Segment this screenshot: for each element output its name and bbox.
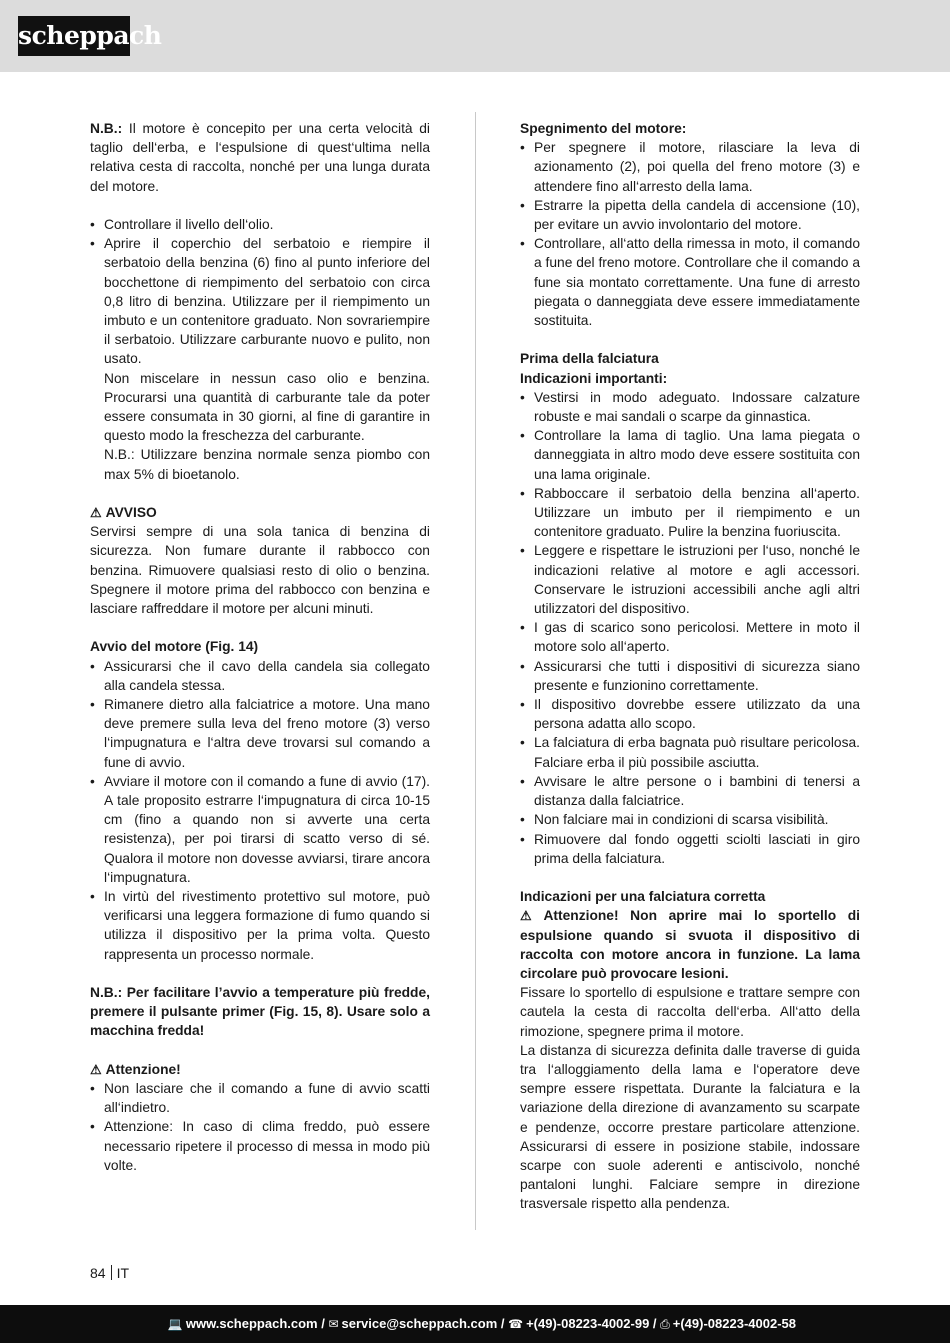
fuel-note: N.B.: Utilizzare benzina normale senza piombo con max 5% di bioetanolo. bbox=[104, 447, 430, 482]
page-footer bbox=[0, 1305, 950, 1343]
nb-paragraph bbox=[90, 119, 430, 196]
footer-email: service@scheppach.com / bbox=[341, 1316, 505, 1331]
list-item: • Controllare la lama di taglio. Una lama piegata o danneggiata in altro modo deve essere sostituita con una lama originale. bbox=[520, 426, 860, 484]
body-paragraph: La distanza di sicurezza definita dalle traverse di guida tra l‘alloggiamento della lama e l‘operatore deve sempre essere rispettata. Durante la falciatura e la variazione della direzione di avanzamento su scarpate e pendenze, occorre prestare particolare attenzione. Assicurarsi di essere in posizione stabile, indossare scarpe con suole aderenti e antiscivolo, nonché pantaloni lunghi. Falciare sempre in direzione trasversale rispetto alla pendenza. bbox=[520, 1042, 860, 1212]
list-item: • Controllare il livello dell‘olio. bbox=[90, 215, 430, 234]
stop-list bbox=[520, 138, 860, 330]
fax-icon: ⎙ bbox=[660, 1317, 670, 1331]
list-item: • I gas di scarico sono pericolosi. Mettere in moto il motore solo all‘aperto. bbox=[520, 618, 860, 656]
list-item: • Avvisare le altre persone o i bambini di tenersi a distanza dalla falciatrice. bbox=[520, 772, 860, 810]
right-column bbox=[520, 119, 860, 1214]
warning-icon: ⚠ bbox=[90, 505, 102, 521]
warning-icon: ⚠ bbox=[520, 908, 540, 924]
safety-list bbox=[520, 388, 860, 868]
list-item: • Avviare il motore con il comando a fune di avvio (17). A tale proposito estrarre l‘impugnatura di circa 10-15 cm (fino a quando non si avverte una certa resistenza), per poi tirarsi di scatto verso di sé. Qualora il motore non dovesse avviarsi, tirare ancora l‘impugnatura. bbox=[90, 772, 430, 887]
section-subheading: Indicazioni importanti: bbox=[520, 370, 668, 386]
footer-web: www.scheppach.com / bbox=[185, 1316, 325, 1331]
phone-icon: ☎ bbox=[508, 1317, 524, 1331]
footer-phone: +(49)-08223-4002-99 / bbox=[526, 1316, 657, 1331]
list-item: • Rabboccare il serbatoio della benzina all‘aperto. Utilizzare un imbuto per il riempimento e un contenitore graduato. Pulire la benzina fuoriuscita. bbox=[520, 484, 860, 542]
list-item: • Aprire il coperchio del serbatoio e riempire il serbatoio della benzina (6) fino al punto inferiore del bocchettone di riempimento del serbatoio con circa 0,8 litro di benzina. Utilizzare per il riempimento un imbuto e un contenitore graduato. Non sovrariempire il serbatoio. Utilizzare carburante nuovo e pulito, non usato. bbox=[90, 234, 430, 368]
section-heading: Avvio del motore (Fig. 14) bbox=[90, 639, 259, 655]
body-paragraph: Fissare lo sportello di espulsione e trattare sempre con cautela la cesta di raccolta dell‘erba. All‘atto della rimozione, spegnere prima il motore. bbox=[520, 985, 860, 1039]
scheppach-logo: scheppach bbox=[18, 16, 130, 56]
computer-icon: 💻 bbox=[167, 1317, 183, 1331]
list-item: • La falciatura di erba bagnata può risultare pericolosa. Falciare erba il più possibile asciutta. bbox=[520, 733, 860, 771]
avviso-heading: ⚠ AVVISO bbox=[90, 505, 157, 521]
section-heading: Prima della falciatura bbox=[520, 351, 659, 367]
section-heading: Spegnimento del motore: bbox=[520, 121, 687, 136]
attenzione-heading: ⚠ Attenzione! bbox=[90, 1061, 181, 1077]
column-divider bbox=[475, 112, 476, 1230]
list-item: • Controllare, all‘atto della rimessa in moto, il comando a fune del freno motore. Controllare che il comando a fune sia montato correttamente. Una fune di arresto piegata o danneggiata deve essere immediatamente sostituita. bbox=[520, 234, 860, 330]
list-item: • Assicurarsi che il cavo della candela sia collegato alla candela stessa. bbox=[90, 657, 430, 695]
page-number: 84 IT bbox=[90, 1265, 130, 1281]
list-item: • Vestirsi in modo adeguato. Indossare calzature robuste e mai sandali o scarpe da ginnastica. bbox=[520, 388, 860, 426]
nb-label: N.B.: bbox=[90, 121, 123, 136]
primer-note: N.B.: Per facilitare l’avvio a temperature più fredde, premere il pulsante primer (Fig. 15, 8). Usare solo a macchina fredda! bbox=[90, 985, 430, 1039]
nb-text: Il motore è concepito per una certa velocità di taglio dell‘erba, e l‘espulsione di quest‘ultima nella relativa cesta di raccolta, nonché per una lunga durata del motore. bbox=[90, 121, 430, 194]
fuel-note: Non miscelare in nessun caso olio e benzina. Procurarsi una quantità di carburante tale da poter essere consumata in 30 giorni, al fine di garantire in questo modo la freschezza del carburante. bbox=[104, 370, 430, 444]
warning-icon: ⚠ bbox=[90, 1061, 102, 1077]
start-list bbox=[90, 657, 430, 964]
list-item: • Assicurarsi che tutti i dispositivi di sicurezza siano presente e funzionino correttamente. bbox=[520, 657, 860, 695]
list-item: • Rimanere dietro alla falciatrice a motore. Una mano deve premere sulla leva del freno motore (3) verso l‘impugnatura e l‘altra deve trovarsi sul comando a fune di avvio. bbox=[90, 695, 430, 772]
list-item: • Leggere e rispettare le istruzioni per l‘uso, nonché le indicazioni relative al motore e agli accessori. Conservare le istruzioni accessibili anche agli altri utilizzatori del dispositivo. bbox=[520, 541, 860, 618]
list-item: • In virtù del rivestimento protettivo sul motore, può verificarsi una leggera formazione di fumo quando si utilizza il dispositivo per la prima volta. Questo rappresenta un processo normale. bbox=[90, 887, 430, 964]
attenzione-list bbox=[90, 1079, 430, 1175]
fuel-list bbox=[90, 215, 430, 369]
list-item: • Non lasciare che il comando a fune di avvio scatti all‘indietro. bbox=[90, 1079, 430, 1117]
avviso-text: Servirsi sempre di una sola tanica di benzina di sicurezza. Non fumare durante il rabbocco con benzina. Rimuovere qualsiasi resto di olio o benzina. Spegnere il motore prima del rabbocco con benzina e lasciare raffreddare il motore per alcuni minuti. bbox=[90, 524, 430, 617]
email-icon: ✉ bbox=[328, 1317, 339, 1331]
warning-text: ⚠ Attenzione! Non aprire mai lo sportello di espulsione quando si svuota il dispositivo di raccolta con motore ancora in funzione. La lama circolare può provocare lesioni. bbox=[520, 908, 861, 981]
footer-fax: +(49)-08223-4002-58 bbox=[672, 1316, 796, 1331]
page-header bbox=[0, 0, 950, 72]
list-item: • Rimuovere dal fondo oggetti sciolti lasciati in giro prima della falciatura. bbox=[520, 830, 860, 868]
section-heading: Indicazioni per una falciatura corretta bbox=[520, 889, 766, 905]
list-item: • Estrarre la pipetta della candela di accensione (10), per evitare un avvio involontario del motore. bbox=[520, 196, 860, 234]
left-column bbox=[90, 119, 430, 1175]
list-item: • Per spegnere il motore, rilasciare la leva di azionamento (2), poi quella del freno motore (3) e attendere fino all‘arresto della lama. bbox=[520, 138, 860, 196]
language-code: IT bbox=[116, 1265, 130, 1281]
list-item: • Il dispositivo dovrebbe essere utilizzato da una persona adatta allo scopo. bbox=[520, 695, 860, 733]
list-item: • Attenzione: In caso di clima freddo, può essere necessario ripetere il processo di messa in modo più volte. bbox=[90, 1117, 430, 1175]
list-item: • Non falciare mai in condizioni di scarsa visibilità. bbox=[520, 810, 860, 829]
